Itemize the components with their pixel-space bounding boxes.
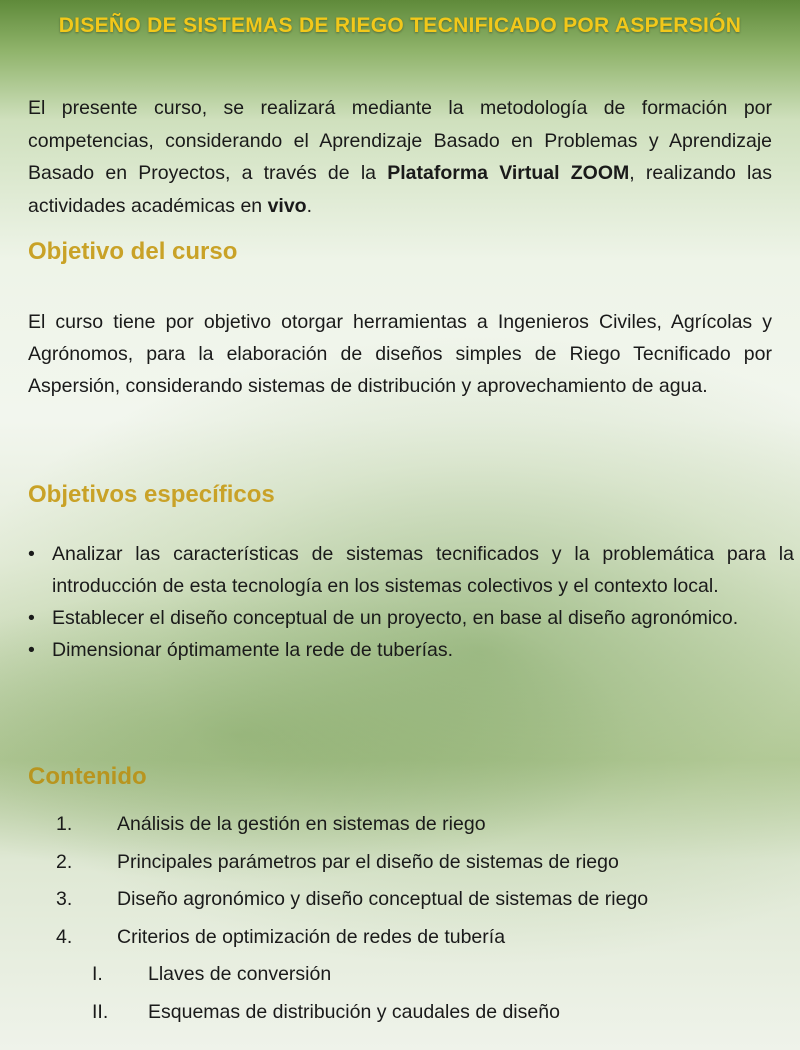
- item-text: Principales parámetros par el diseño de sistemas de riego: [117, 850, 619, 873]
- item-text: Diseño agronómico y diseño conceptual de sistemas de riego: [117, 888, 649, 910]
- list-item: [28, 634, 794, 666]
- bullet-icon: •: [28, 543, 35, 565]
- contents-heading: Contenido: [28, 763, 147, 790]
- bullet-icon: •: [28, 607, 35, 629]
- item-number: 3.: [56, 888, 73, 910]
- item-number: II.: [92, 1000, 109, 1023]
- page-title: DISEÑO DE SISTEMAS DE RIEGO TECNIFICADO POR ASPERSIÓN: [58, 14, 742, 37]
- item-number: 1.: [56, 813, 73, 835]
- objective-heading: Objetivo del curso: [28, 238, 238, 265]
- intro-platform: Plataforma Virtual ZOOM: [387, 162, 630, 184]
- list-item-text: Analizar las características de sistemas tecnificados y la problemática para la introducción de esta tecnología en los sistemas colectivos y el contexto local.: [52, 543, 794, 597]
- list-item: [28, 538, 794, 602]
- intro-text-1: El presente curso, se realizará mediante la metodología de formación por competencias, considerando el Aprendizaje Basado en Problemas y Aprendizaje Basado en Proyectos, a través de la: [28, 97, 772, 184]
- list-item-text: Establecer el diseño conceptual de un proyecto, en base al diseño agronómico.: [52, 607, 739, 629]
- item-text: Esquemas de distribución y caudales de diseño: [148, 1000, 560, 1023]
- item-text: Llaves de conversión: [148, 963, 332, 985]
- item-text: Análisis de la gestión en sistemas de riego: [117, 813, 486, 835]
- intro-live: vivo: [267, 194, 307, 217]
- item-text: Criterios de optimización de redes de tubería: [117, 925, 506, 948]
- item-number: 2.: [56, 850, 73, 873]
- intro-text-3: .: [306, 194, 313, 217]
- item-number: I.: [92, 963, 103, 985]
- intro-text-2: , realizando las actividades académicas en: [28, 162, 772, 217]
- bullet-icon: •: [28, 639, 35, 661]
- item-number: 4.: [56, 925, 73, 948]
- list-item: [28, 602, 794, 634]
- objective-paragraph: El curso tiene por objetivo otorgar herramientas a Ingenieros Civiles, Agrícolas y Agrónomos, para la elaboración de diseños simples de Riego Tecnificado por Aspersión, considerando sistemas de distribución y aprovechamiento de agua.: [28, 311, 772, 397]
- intro-paragraph: [28, 92, 772, 222]
- specific-objectives-heading: Objetivos específicos: [28, 481, 275, 508]
- specific-objectives-list: [28, 538, 794, 666]
- list-item-text: Dimensionar óptimamente la rede de tuberías.: [52, 639, 454, 661]
